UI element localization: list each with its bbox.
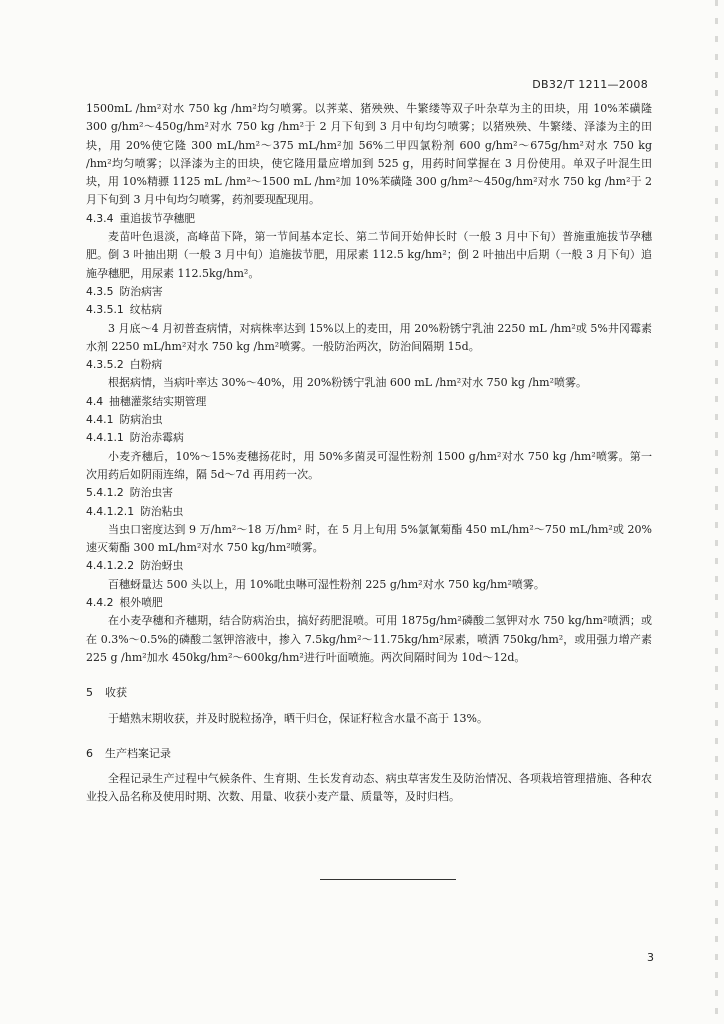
section-gap [86, 667, 652, 677]
heading-title: 防治赤霉病 [129, 431, 184, 445]
subsection-heading [86, 301, 652, 319]
heading-title: 重追拔节孕穗肥 [119, 211, 196, 225]
section-gap [86, 728, 652, 738]
heading-title: 纹枯病 [129, 303, 163, 317]
subsection-heading [86, 393, 652, 411]
subsection-heading [86, 411, 652, 429]
subsection-heading [86, 484, 652, 502]
heading-number: 5 [86, 686, 93, 700]
heading-title: 防治粘虫 [140, 504, 184, 518]
heading-number: 4.3.5.2 [86, 358, 124, 372]
heading-title: 收获 [105, 686, 127, 700]
heading-number: 4.3.5.1 [86, 303, 124, 317]
subsection-heading [86, 210, 652, 228]
body-paragraph: 麦苗叶色退淡，高峰苗下降，第一节间基本定长、第二节间开始伸长时（一般 3 月中下旬）普施重施拔节孕穗肥。倒 3 叶抽出期（一般 3 月中旬）追施拔节肥，用尿素 112.5 kg/hm²；倒 2 叶抽出中后期（一般 3 月下旬）追施孕穗肥，用尿素 112.5kg/hm²。 [86, 230, 652, 280]
heading-title: 防病治虫 [119, 413, 163, 427]
heading-title: 防治虫害 [129, 486, 173, 500]
subsection-heading [86, 356, 652, 374]
heading-number: 4.4.1.2.2 [86, 559, 135, 573]
document-body [86, 100, 652, 807]
section-heading [86, 684, 652, 702]
body-paragraph: 当虫口密度达到 9 万/hm²～18 万/hm² 时，在 5 月上旬用 5%氯氰菊酯 450 mL/hm²～750 mL/hm²或 20%速灭菊酯 300 mL/hm²对水 750 kg/hm²喷雾。 [86, 522, 652, 555]
body-paragraph: 小麦齐穗后，10%～15%麦穗扬花时，用 50%多菌灵可湿性粉剂 1500 g/hm²对水 750 kg /hm²喷雾。第一次用药后如阴雨连绵，隔 5d～7d 再用药一次。 [86, 449, 652, 481]
heading-title: 防治病害 [119, 284, 163, 298]
scan-edge-artifact [715, 0, 718, 1024]
body-paragraph: 全程记录生产过程中气候条件、生育期、生长发育动态、病虫草害发生及防治情况、各项栽培管理措施、各种农业投入品名称及使用时期、次数、用量、收获小麦产量、质量等，及时归档。 [86, 772, 652, 804]
heading-number: 6 [86, 746, 93, 760]
body-paragraph: 3 月底～4 月初普查病情，对病株率达到 15%以上的麦田，用 20%粉锈宁乳油 2250 mL /hm²或 5%井冈霉素水剂 2250 mL/hm²对水 750 kg /hm²喷雾。一般防治两次，防治间隔期 15d。 [86, 321, 652, 353]
heading-number: 4.4.1 [86, 413, 114, 427]
heading-title: 防治蚜虫 [140, 559, 184, 573]
heading-title: 根外喷肥 [119, 596, 163, 610]
heading-number: 5.4.1.2 [86, 486, 124, 500]
heading-number: 4.4.2 [86, 596, 114, 610]
body-paragraph: 根据病情，当病叶率达 30%～40%，用 20%粉锈宁乳油 600 mL /hm²对水 750 kg /hm²喷雾。 [108, 376, 588, 390]
document-code-header: DB32/T 1211—2008 [532, 78, 648, 91]
subsection-heading [86, 594, 652, 612]
subsection-heading [86, 283, 652, 301]
heading-number: 4.4.1.2.1 [86, 504, 135, 518]
heading-number: 4.3.5 [86, 284, 114, 298]
section-heading [86, 745, 652, 763]
subsection-heading [86, 429, 652, 447]
heading-title: 生产档案记录 [105, 746, 171, 760]
heading-number: 4.3.4 [86, 211, 114, 225]
body-paragraph: 于蜡熟末期收获，并及时脱粒扬净，晒干归仓，保证籽粒含水量不高于 13%。 [108, 711, 488, 725]
heading-title: 白粉病 [129, 358, 163, 372]
body-paragraph: 在小麦孕穗和齐穗期，结合防病治虫，搞好药肥混喷。可用 1875g/hm²磷酸二氢钾对水 750 kg/hm²喷洒；或在 0.3%～0.5%的磷酸二氢钾溶液中，掺入 7.5kg/hm²～11.75kg/hm²尿素，喷洒 750kg/hm²，或用强力增产素 225 g /hm²加水 450kg/hm²～600kg/hm²进行叶面喷施。两次间隔时间为 10d～12d。 [86, 614, 652, 664]
end-rule [320, 879, 456, 880]
heading-number: 4.4 [86, 394, 104, 408]
body-paragraph: 百穗蚜量达 500 头以上，用 10%吡虫啉可湿性粉剂 225 g/hm²对水 750 kg/hm²喷雾。 [108, 577, 545, 591]
heading-number: 4.4.1.1 [86, 431, 124, 445]
body-paragraph: 1500mL /hm²对水 750 kg /hm²均匀喷雾。以荠菜、猪殃殃、牛繁缕等双子叶杂草为主的田块，用 10%苯磺隆 300 g/hm²～450g/hm²对水 750 kg /hm²于 2 月下旬到 3 月中旬均匀喷雾；以猪殃殃、牛繁缕、泽漆为主的田块，用 20%使它隆 300 mL/hm²～375 mL/hm²加 56%二甲四氯粉剂 600 g/hm²～675g/hm²对水 750 kg /hm²均匀喷雾；以泽漆为主的田块，使它隆用量应增加到 525 g，用药时间掌握在 3 月份使用。单双子叶混生田块，用 10%精骠 1125 mL /hm²～1500 mL /hm²加 10%苯磺隆 300 g/hm²～450g/hm²对水 750 kg /hm²于 2 月下旬到 3 月中旬均匀喷雾，药剂要现配现用。 [86, 102, 652, 207]
subsection-heading [86, 503, 652, 521]
page-number: 3 [647, 951, 654, 964]
subsection-heading [86, 557, 652, 575]
heading-title: 抽穗灌浆结实期管理 [109, 394, 207, 408]
